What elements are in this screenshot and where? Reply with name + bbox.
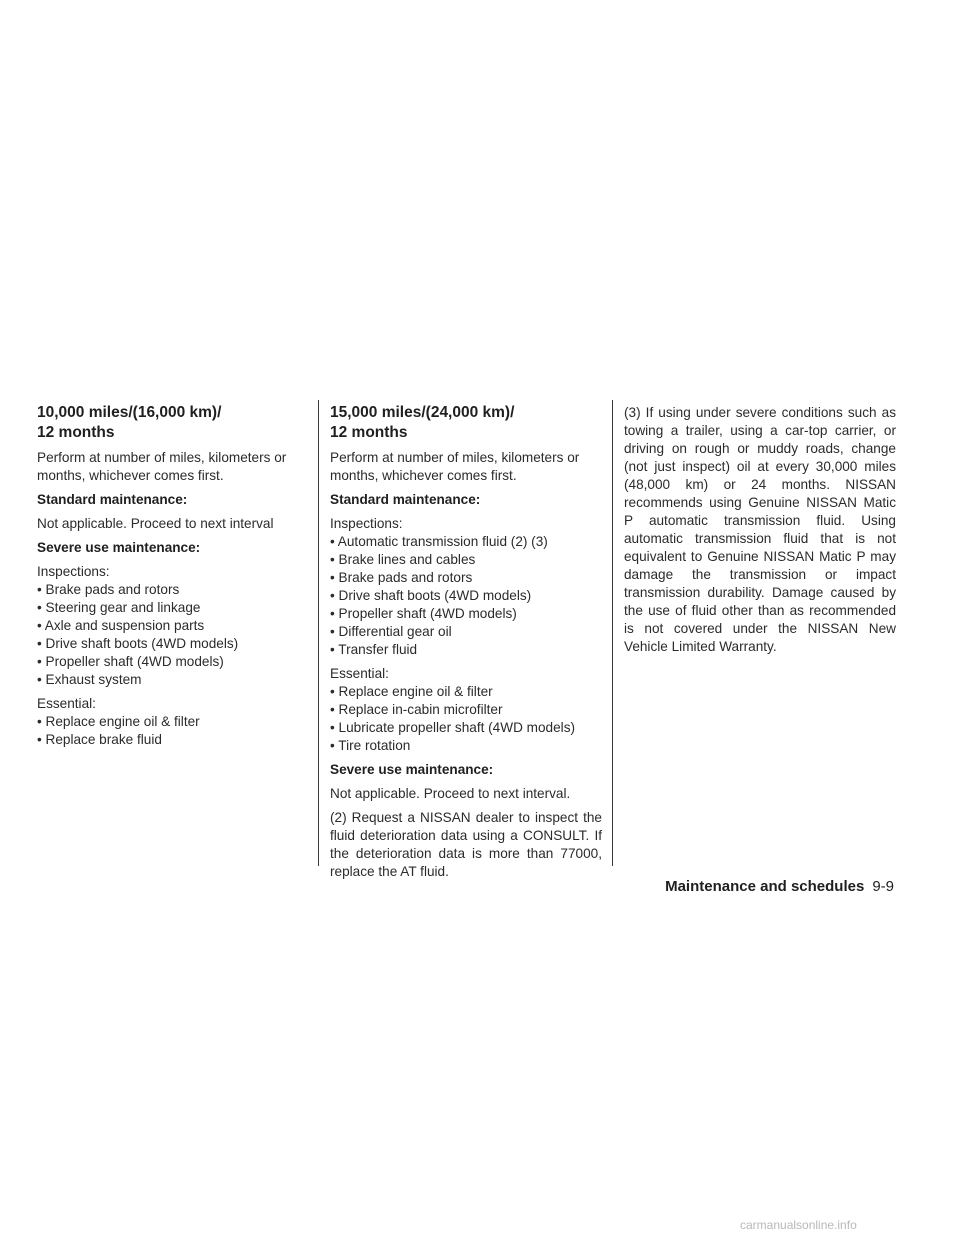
- intro-text: Perform at number of miles, kilometers or months, whichever comes first.: [330, 450, 580, 483]
- watermark: carmanualsonline.info: [740, 1218, 857, 1232]
- page-number: 9-9: [872, 878, 894, 895]
- list-item: • Replace brake fluid: [37, 732, 162, 747]
- column-footnotes: [624, 404, 896, 662]
- inspections-list: [37, 581, 309, 689]
- footnote-2: (2) Request a NISSAN dealer to inspect the fluid deterioration data using a CONSULT. If the deterioration data is more than 77000, replace the AT fluid.: [330, 810, 602, 879]
- list-item: • Replace engine oil & filter: [330, 684, 493, 699]
- list-item: • Propeller shaft (4WD models): [37, 654, 224, 669]
- intro-text: Perform at number of miles, kilometers or months, whichever comes first.: [37, 450, 287, 483]
- severe-maintenance-label: Severe use maintenance:: [37, 540, 201, 555]
- severe-maintenance-label: Severe use maintenance:: [330, 762, 494, 777]
- standard-maintenance-text: Not applicable. Proceed to next interval: [37, 516, 274, 531]
- list-item: • Exhaust system: [37, 672, 142, 687]
- list-item: • Differential gear oil: [330, 624, 452, 639]
- footnote-3: (3) If using under severe conditions such as towing a trailer, using a car-top carrier, or driving on rough or muddy roads, change (not just inspect) oil at every 30,000 miles (48,000 km) or 24 months. NISSAN recommends using Genuine NISSAN Matic P automatic transmission fluid. Using automatic transmission fluid that is not equivalent to Genuine NISSAN Matic P may damage the transmission or impact transmission durability. Damage caused by the use of fluid other than as recommended is not covered under the NISSAN New Vehicle Limited Warranty.: [624, 405, 896, 654]
- list-item: • Axle and suspension parts: [37, 618, 205, 633]
- essential-list: [330, 683, 602, 755]
- list-item: • Brake lines and cables: [330, 552, 476, 567]
- severe-maintenance-text: Not applicable. Proceed to next interval.: [330, 786, 571, 801]
- page-footer: [665, 877, 894, 897]
- inspections-label: Inspections:: [37, 564, 110, 579]
- list-item: • Drive shaft boots (4WD models): [330, 588, 532, 603]
- list-item: • Propeller shaft (4WD models): [330, 606, 517, 621]
- list-item: • Transfer fluid: [330, 642, 418, 657]
- section-heading-15000: 15,000 miles/(24,000 km)/ 12 months: [330, 404, 515, 441]
- column-divider-left: [318, 400, 319, 866]
- essential-label: Essential:: [37, 696, 96, 711]
- column-10000-miles: [37, 403, 309, 755]
- footer-section-title: Maintenance and schedules: [665, 878, 865, 895]
- section-heading-10000: 10,000 miles/(16,000 km)/ 12 months: [37, 404, 222, 441]
- standard-maintenance-label: Standard maintenance:: [37, 492, 188, 507]
- standard-maintenance-label: Standard maintenance:: [330, 492, 481, 507]
- list-item: • Tire rotation: [330, 738, 411, 753]
- list-item: • Drive shaft boots (4WD models): [37, 636, 239, 651]
- list-item: • Replace engine oil & filter: [37, 714, 200, 729]
- essential-label: Essential:: [330, 666, 389, 681]
- essential-list: [37, 713, 309, 749]
- list-item: • Brake pads and rotors: [330, 570, 473, 585]
- inspections-label: Inspections:: [330, 516, 403, 531]
- column-divider-right: [612, 400, 613, 866]
- list-item: • Replace in-cabin microfilter: [330, 702, 503, 717]
- list-item: • Lubricate propeller shaft (4WD models): [330, 720, 576, 735]
- list-item: • Brake pads and rotors: [37, 582, 180, 597]
- list-item: • Steering gear and linkage: [37, 600, 201, 615]
- list-item: • Automatic transmission fluid (2) (3): [330, 534, 548, 549]
- column-15000-miles: [330, 403, 602, 887]
- inspections-list: [330, 533, 602, 659]
